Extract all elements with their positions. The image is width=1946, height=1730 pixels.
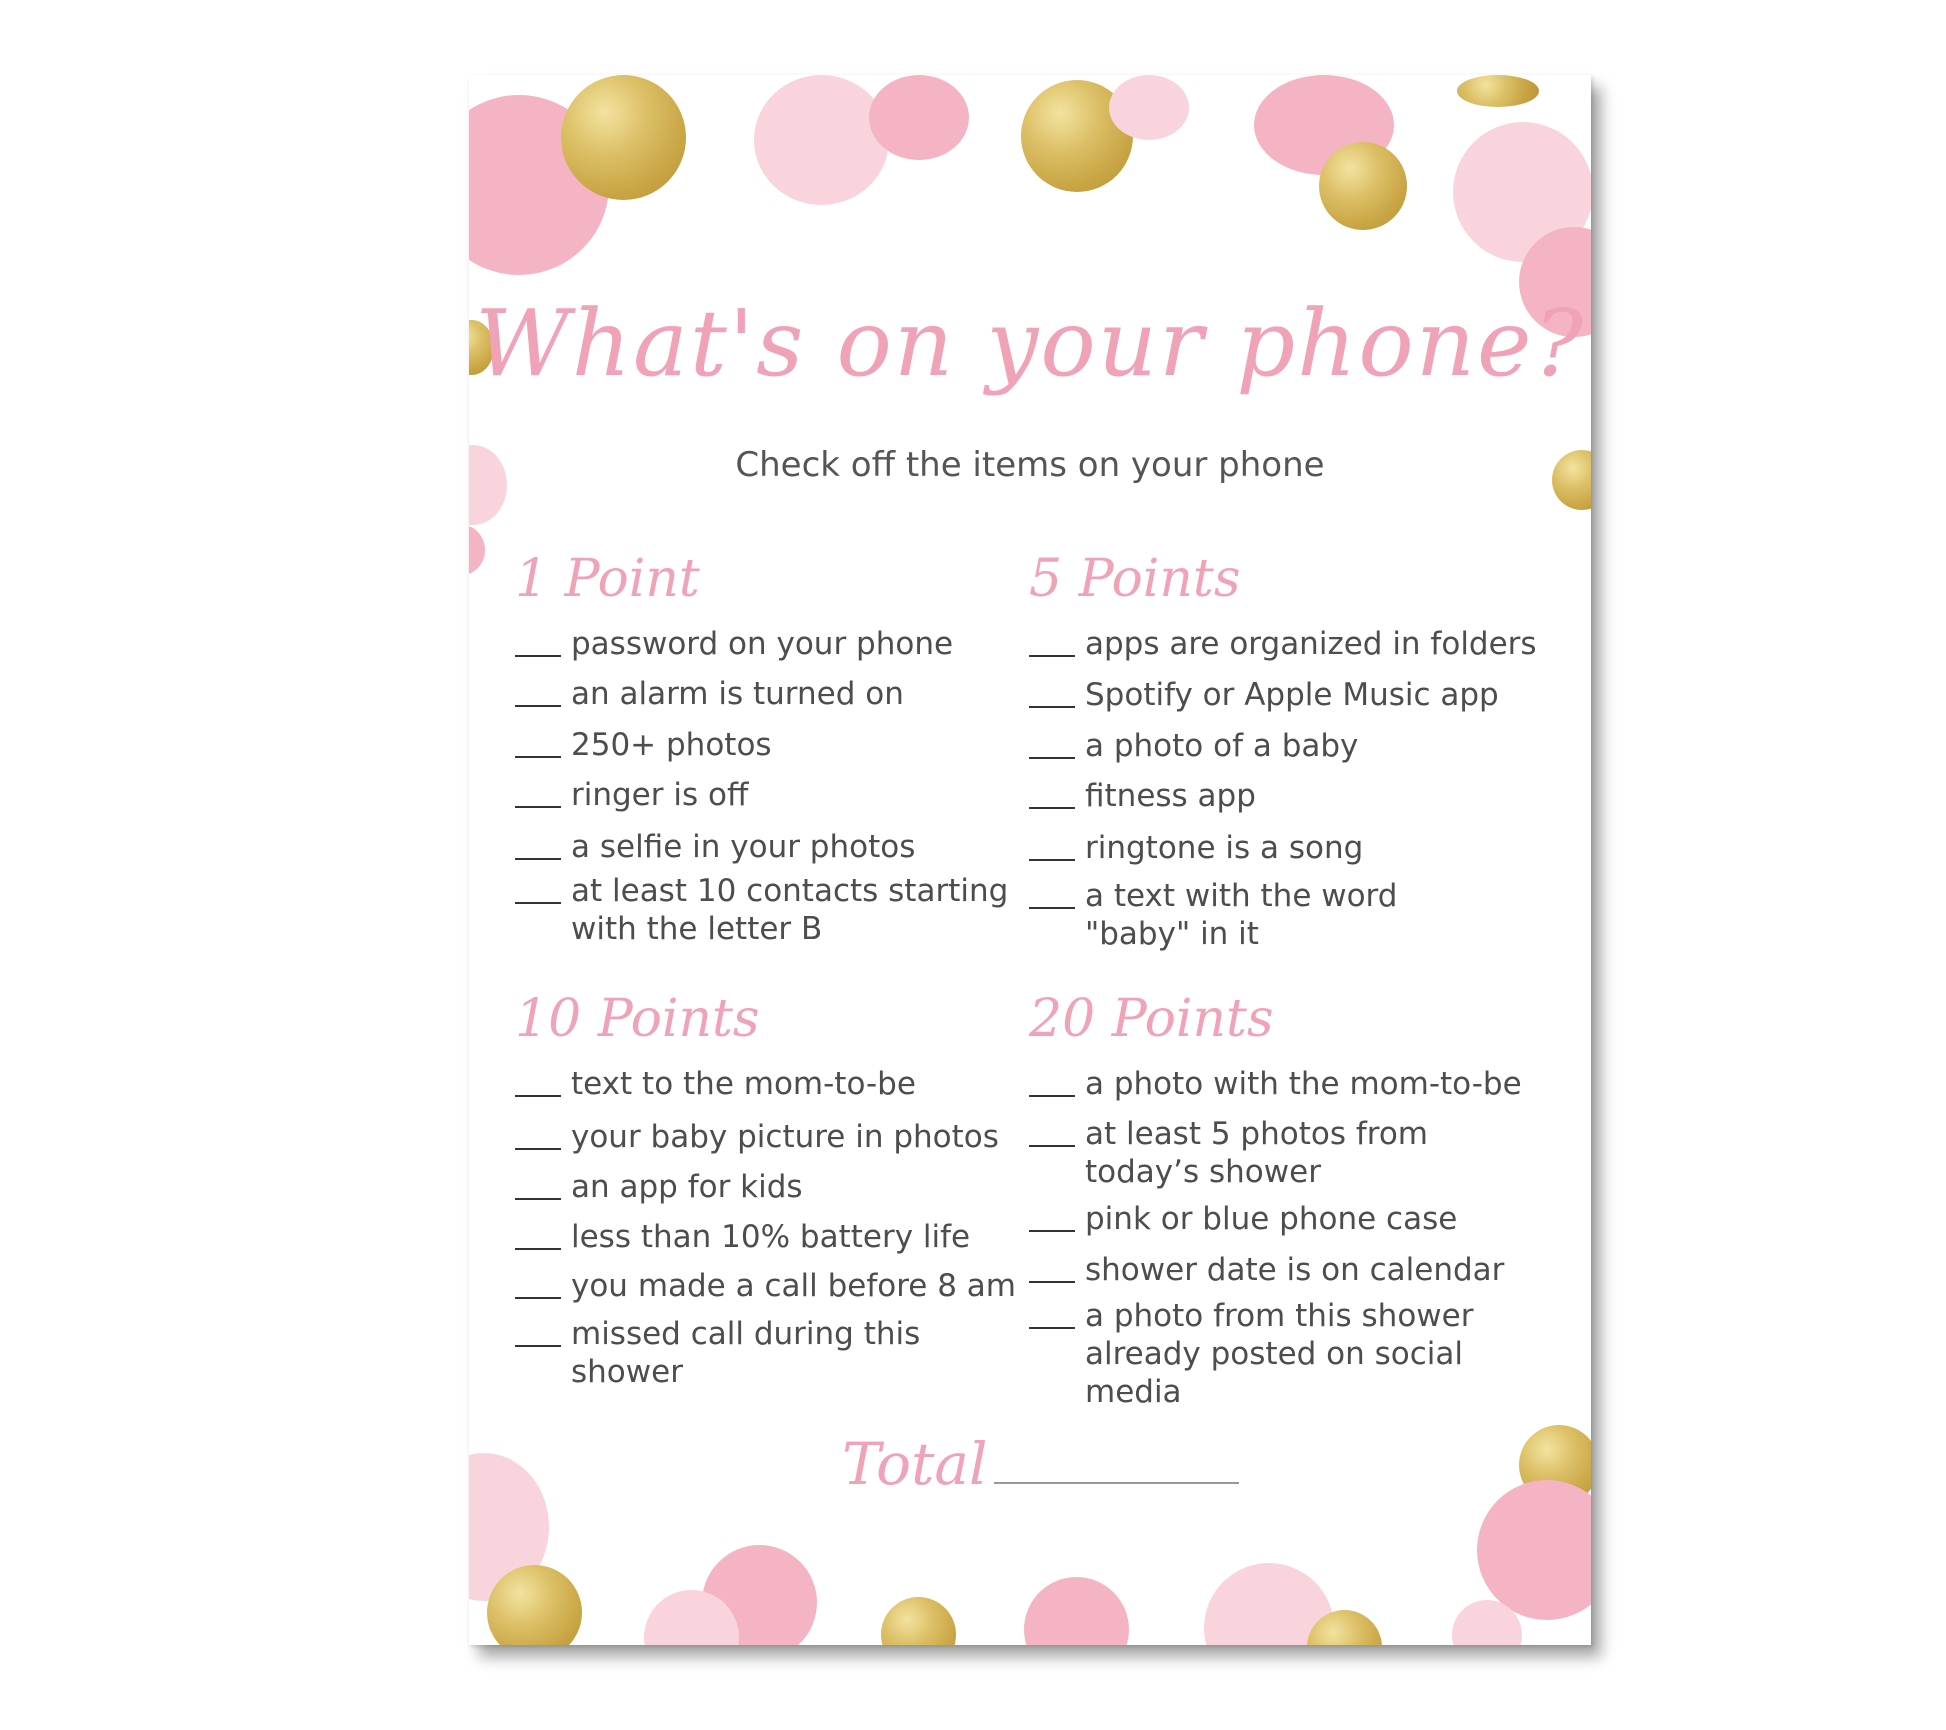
list-item[interactable]: ringer is off	[515, 776, 1035, 828]
total-input-line[interactable]	[994, 1482, 1239, 1484]
list-item[interactable]: less than 10% battery life	[515, 1218, 1035, 1267]
total-row	[842, 1430, 1239, 1498]
checkbox-blank[interactable]	[1029, 1281, 1075, 1283]
checkbox-blank[interactable]	[1029, 807, 1075, 809]
list-item[interactable]: a photo of a baby	[1029, 727, 1549, 777]
list-item[interactable]: password on your phone	[515, 625, 1035, 675]
list-item[interactable]: apps are organized in folders	[1029, 625, 1549, 676]
list-item[interactable]: an app for kids	[515, 1168, 1035, 1218]
checkbox-blank[interactable]	[1029, 1327, 1075, 1329]
list-item[interactable]: an alarm is turned on	[515, 675, 1035, 726]
section-20-points	[1029, 985, 1549, 1411]
checkbox-blank[interactable]	[1029, 1230, 1075, 1232]
confetti-dot	[1319, 142, 1407, 230]
confetti-dot	[487, 1565, 582, 1645]
checkbox-blank[interactable]	[515, 858, 561, 860]
section-heading: 5 Points	[1029, 549, 1241, 609]
list-item[interactable]: a text with the word "baby" in it	[1029, 877, 1499, 953]
list-item[interactable]: your baby picture in photos	[515, 1118, 1035, 1168]
confetti-dot	[561, 75, 686, 200]
confetti-dot	[1457, 75, 1539, 107]
list-item[interactable]: Spotify or Apple Music app	[1029, 676, 1549, 727]
section-heading: 20 Points	[1029, 989, 1274, 1049]
list-item[interactable]: a selfie in your photos	[515, 828, 1035, 872]
list-item[interactable]: shower date is on calendar	[1029, 1251, 1549, 1297]
checkbox-blank[interactable]	[515, 1345, 561, 1347]
checkbox-blank[interactable]	[515, 705, 561, 707]
section-1-point	[515, 545, 1035, 948]
section-heading: 10 Points	[515, 989, 760, 1049]
list-item[interactable]: 250+ photos	[515, 726, 1035, 776]
list-item[interactable]: ringtone is a song	[1029, 829, 1549, 877]
list-item[interactable]: at least 10 contacts starting with the letter B	[515, 872, 1035, 948]
checkbox-blank[interactable]	[515, 1297, 561, 1299]
checkbox-blank[interactable]	[1029, 1145, 1075, 1147]
checkbox-blank[interactable]	[515, 1248, 561, 1250]
checkbox-blank[interactable]	[1029, 907, 1075, 909]
list-item[interactable]: text to the mom-to-be	[515, 1065, 1035, 1118]
checkbox-blank[interactable]	[515, 1148, 561, 1150]
list-item[interactable]: fitness app	[1029, 777, 1549, 829]
section-heading: 1 Point	[515, 549, 700, 609]
confetti-dot	[869, 75, 969, 160]
list-item[interactable]: missed call during this shower	[515, 1315, 935, 1391]
checkbox-blank[interactable]	[1029, 655, 1075, 657]
section-10-points	[515, 985, 1035, 1391]
confetti-dot	[881, 1597, 956, 1645]
section-5-points	[1029, 545, 1549, 953]
checkbox-blank[interactable]	[515, 1198, 561, 1200]
confetti-dot	[469, 525, 485, 575]
checkbox-blank[interactable]	[515, 902, 561, 904]
list-item[interactable]: pink or blue phone case	[1029, 1200, 1549, 1251]
confetti-dot	[1477, 1480, 1591, 1620]
total-label: Total	[842, 1430, 988, 1498]
page-title: What's on your phone?	[475, 290, 1585, 397]
confetti-dot	[1024, 1577, 1129, 1645]
list-item[interactable]: a photo from this shower already posted on social media	[1029, 1297, 1549, 1411]
list-item[interactable]: at least 5 photos from today’s shower	[1029, 1115, 1449, 1200]
checkbox-blank[interactable]	[1029, 706, 1075, 708]
checkbox-blank[interactable]	[515, 806, 561, 808]
confetti-dot	[1109, 75, 1189, 140]
checkbox-blank[interactable]	[1029, 757, 1075, 759]
game-card	[469, 75, 1591, 1645]
list-item[interactable]: a photo with the mom-to-be	[1029, 1065, 1549, 1115]
checkbox-blank[interactable]	[1029, 859, 1075, 861]
confetti-dot	[754, 75, 889, 205]
checkbox-blank[interactable]	[515, 756, 561, 758]
checkbox-blank[interactable]	[1029, 1095, 1075, 1097]
checkbox-blank[interactable]	[515, 655, 561, 657]
subtitle: Check off the items on your phone	[735, 445, 1325, 485]
checkbox-blank[interactable]	[515, 1095, 561, 1097]
list-item[interactable]: you made a call before 8 am	[515, 1267, 1035, 1315]
